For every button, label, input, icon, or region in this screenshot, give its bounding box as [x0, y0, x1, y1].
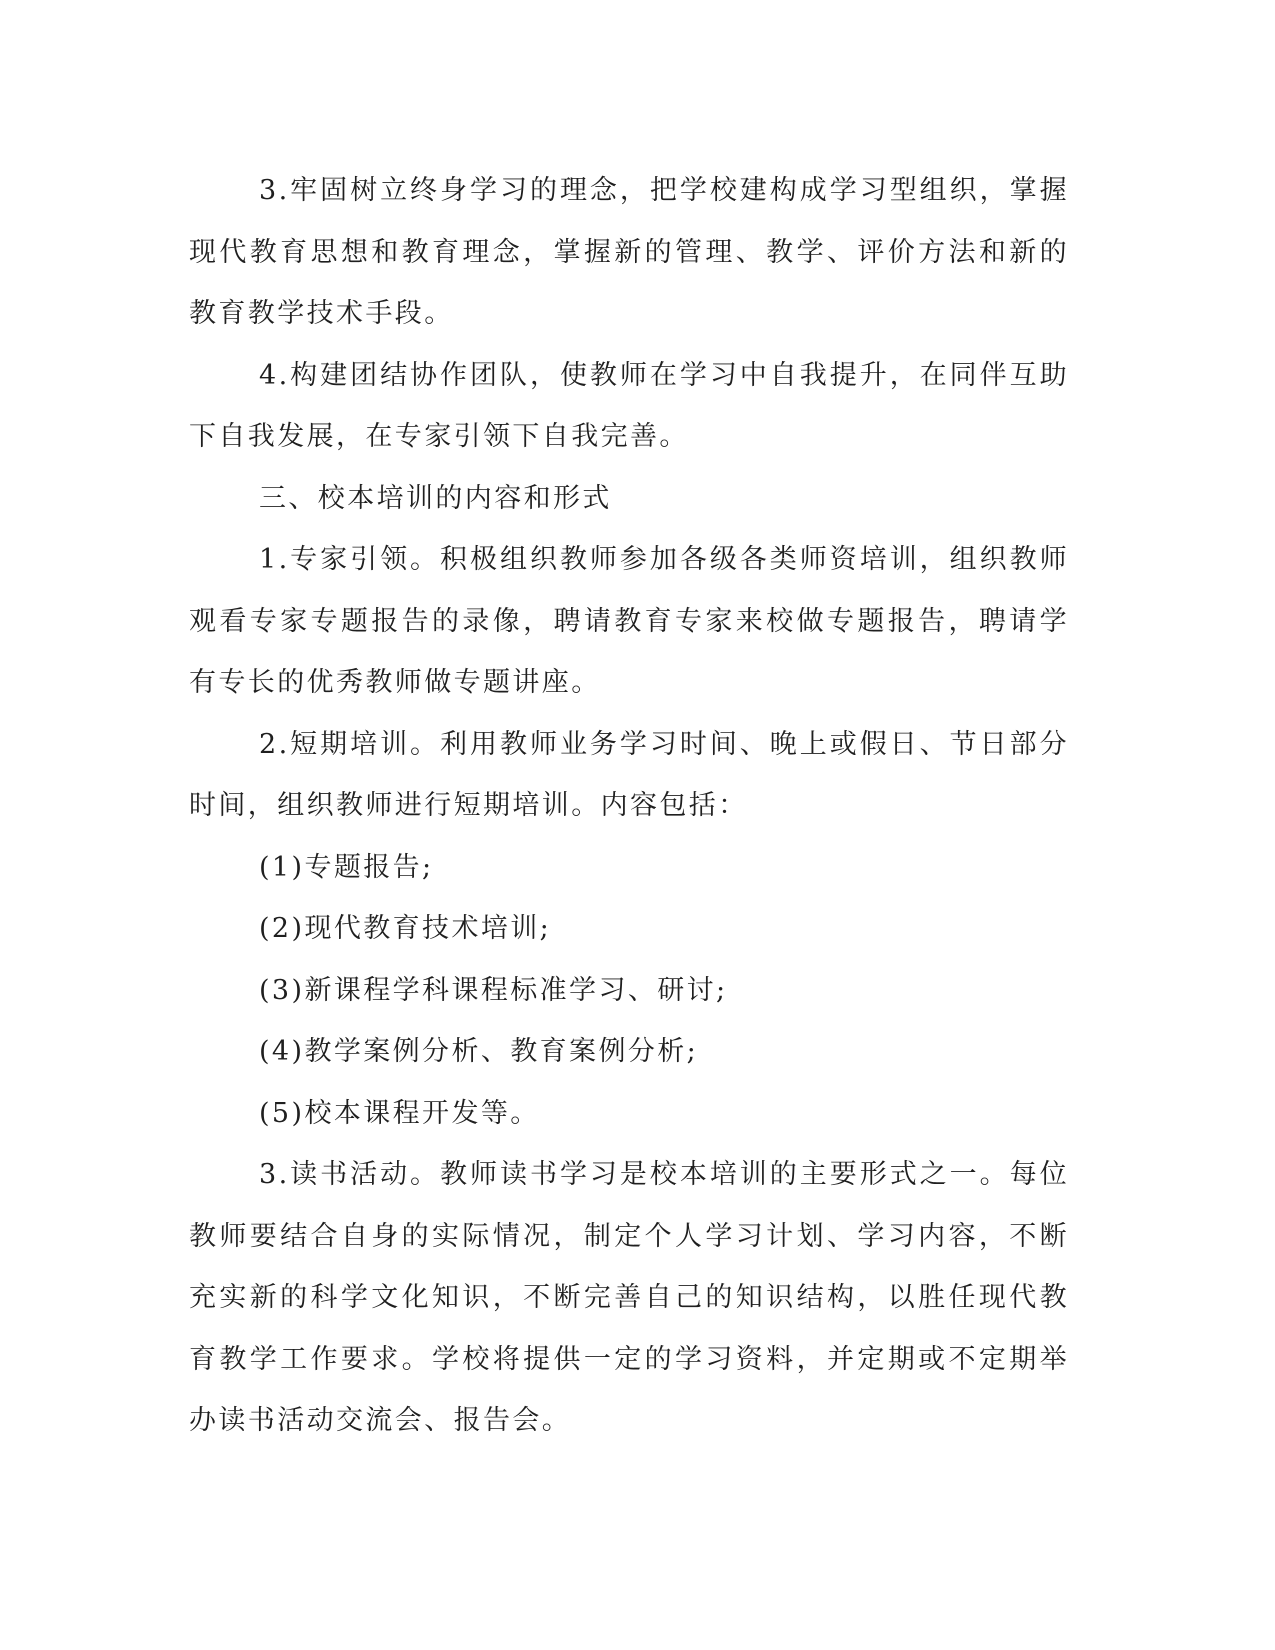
paragraph-reading-activity: 3.读书活动。教师读书学习是校本培训的主要形式之一。每位教师要结合自身的实际情况，制定个人学习计划、学习内容，不断充实新的科学文化知识，不断完善自己的知识结构，以胜任现代教育教学工作要求。学校将提供一定的学习资料，并定期或不定期举办读书活动交流会、报告会。 [189, 1159, 1069, 1436]
list-item: (2)现代教育技术培训; [259, 913, 552, 944]
list-item: (3)新课程学科课程标准学习、研讨; [259, 974, 728, 1006]
section-heading: 三、校本培训的内容和形式 [259, 482, 612, 514]
paragraph-goal-4: 4.构建团结协作团队，使教师在学习中自我提升，在同伴互助下自我发展，在专家引领下自我完善。 [189, 359, 1069, 452]
list-item: (1)专题报告; [259, 851, 434, 883]
list-item: (4)教学案例分析、教育案例分析; [259, 1036, 699, 1067]
list-item: (5)校本课程开发等。 [259, 1097, 540, 1129]
paragraph-short-training: 2.短期培训。利用教师业务学习时间、晚上或假日、节日部分时间，组织教师进行短期培训。内容包括： [189, 728, 1069, 821]
document-body [189, 160, 1069, 1452]
paragraph-goal-3: 3.牢固树立终身学习的理念，把学校建构成学习型组织，掌握现代教育思想和教育理念，掌握新的管理、教学、评价方法和新的教育教学技术手段。 [189, 175, 1069, 329]
paragraph-expert-guidance: 1.专家引领。积极组织教师参加各级各类师资培训，组织教师观看专家专题报告的录像，聘请教育专家来校做专题报告，聘请学有专长的优秀教师做专题讲座。 [189, 544, 1069, 698]
